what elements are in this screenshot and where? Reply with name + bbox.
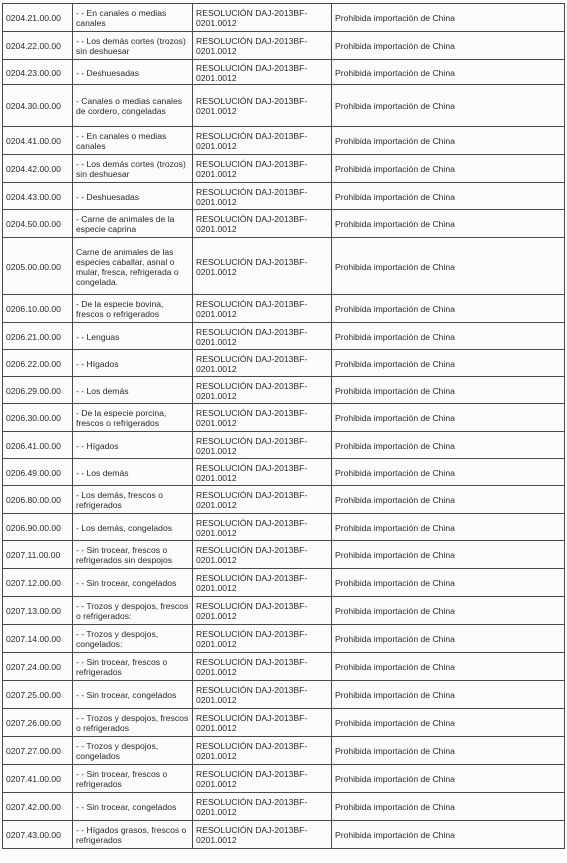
resolution-cell: RESOLUCIÓN DAJ-2013BF-0201.0012 <box>193 541 332 569</box>
resolution-cell: RESOLUCIÓN DAJ-2013BF-0201.0012 <box>193 377 332 404</box>
resolution-cell: RESOLUCIÓN DAJ-2013BF-0201.0012 <box>193 653 332 681</box>
resolution-cell: RESOLUCIÓN DAJ-2013BF-0201.0012 <box>193 85 332 127</box>
resolution-cell: RESOLUCIÓN DAJ-2013BF-0201.0012 <box>193 625 332 653</box>
table-row <box>3 514 565 541</box>
tariff-code-cell: 0206.49.00.00 <box>3 459 73 486</box>
resolution-cell: RESOLUCIÓN DAJ-2013BF-0201.0012 <box>193 323 332 350</box>
table-row <box>3 569 565 597</box>
resolution-cell: RESOLUCIÓN DAJ-2013BF-0201.0012 <box>193 793 332 821</box>
resolution-cell: RESOLUCIÓN DAJ-2013BF-0201.0012 <box>193 432 332 459</box>
table-row <box>3 486 565 514</box>
observation-cell: Prohibida importación de China <box>332 60 565 85</box>
table-row <box>3 60 565 85</box>
table-row <box>3 625 565 653</box>
resolution-cell: RESOLUCIÓN DAJ-2013BF-0201.0012 <box>193 514 332 541</box>
observation-cell: Prohibida importación de China <box>332 183 565 210</box>
observation-cell: Prohibida importación de China <box>332 765 565 793</box>
description-cell: - - Sin trocear, frescos o refrigerados sin despojos <box>73 541 193 569</box>
resolution-cell: RESOLUCIÓN DAJ-2013BF-0201.0012 <box>193 459 332 486</box>
table-row <box>3 681 565 709</box>
table-row <box>3 765 565 793</box>
description-cell: - Los demás, frescos o refrigerados <box>73 486 193 514</box>
description-cell: - - Hígados <box>73 432 193 459</box>
description-cell: - - Sin trocear, congelados <box>73 681 193 709</box>
table-row <box>3 709 565 737</box>
observation-cell: Prohibida importación de China <box>332 653 565 681</box>
tariff-code-cell: 0207.25.00.00 <box>3 681 73 709</box>
tariff-code-cell: 0207.11.00.00 <box>3 541 73 569</box>
table-row <box>3 238 565 295</box>
table-row <box>3 541 565 569</box>
description-cell: - Carne de animales de la especie caprina <box>73 210 193 238</box>
resolution-cell: RESOLUCIÓN DAJ-2013BF-0201.0012 <box>193 60 332 85</box>
resolution-cell: RESOLUCIÓN DAJ-2013BF-0201.0012 <box>193 765 332 793</box>
description-cell: - - Los demás <box>73 459 193 486</box>
description-cell: - - Trozos y despojos, frescos o refrigerados: <box>73 597 193 625</box>
table-row <box>3 404 565 432</box>
observation-cell: Prohibida importación de China <box>332 404 565 432</box>
description-cell: - - Los demás cortes (trozos) sin deshuesar <box>73 155 193 183</box>
observation-cell: Prohibida importación de China <box>332 681 565 709</box>
observation-cell: Prohibida importación de China <box>332 32 565 60</box>
table-row <box>3 737 565 765</box>
tariff-table <box>2 3 565 849</box>
tariff-code-cell: 0204.43.00.00 <box>3 183 73 210</box>
resolution-cell: RESOLUCIÓN DAJ-2013BF-0201.0012 <box>193 32 332 60</box>
description-cell: - - Deshuesadas <box>73 183 193 210</box>
table-row <box>3 210 565 238</box>
resolution-cell: RESOLUCIÓN DAJ-2013BF-0201.0012 <box>193 709 332 737</box>
description-cell: - - Sin trocear, frescos o refrigerados <box>73 653 193 681</box>
observation-cell: Prohibida importación de China <box>332 597 565 625</box>
observation-cell: Prohibida importación de China <box>332 459 565 486</box>
resolution-cell: RESOLUCIÓN DAJ-2013BF-0201.0012 <box>193 295 332 323</box>
description-cell: - - Trozos y despojos, congelados <box>73 737 193 765</box>
observation-cell: Prohibida importación de China <box>332 569 565 597</box>
description-cell: - - Trozos y despojos, frescos o refrigerados <box>73 709 193 737</box>
observation-cell: Prohibida importación de China <box>332 821 565 849</box>
description-cell: Carne de animales de las especies caballar, asnal o mular, fresca, refrigerada o congelada. <box>73 238 193 295</box>
observation-cell: Prohibida importación de China <box>332 350 565 377</box>
observation-cell: Prohibida importación de China <box>332 432 565 459</box>
observation-cell: Prohibida importación de China <box>332 238 565 295</box>
table-row <box>3 155 565 183</box>
description-cell: - - Sin trocear, frescos o refrigerados <box>73 765 193 793</box>
tariff-code-cell: 0207.27.00.00 <box>3 737 73 765</box>
observation-cell: Prohibida importación de China <box>332 155 565 183</box>
observation-cell: Prohibida importación de China <box>332 793 565 821</box>
table-row <box>3 32 565 60</box>
table-row <box>3 653 565 681</box>
description-cell: - - En canales o medias canales <box>73 4 193 32</box>
resolution-cell: RESOLUCIÓN DAJ-2013BF-0201.0012 <box>193 238 332 295</box>
resolution-cell: RESOLUCIÓN DAJ-2013BF-0201.0012 <box>193 597 332 625</box>
tariff-code-cell: 0206.41.00.00 <box>3 432 73 459</box>
observation-cell: Prohibida importación de China <box>332 486 565 514</box>
resolution-cell: RESOLUCIÓN DAJ-2013BF-0201.0012 <box>193 569 332 597</box>
table-row <box>3 4 565 32</box>
tariff-code-cell: 0204.22.00.00 <box>3 32 73 60</box>
tariff-code-cell: 0207.43.00.00 <box>3 821 73 849</box>
tariff-code-cell: 0206.80.00.00 <box>3 486 73 514</box>
tariff-code-cell: 0204.21.00.00 <box>3 4 73 32</box>
description-cell: - De la especie bovina, frescos o refrigerados <box>73 295 193 323</box>
observation-cell: Prohibida importación de China <box>332 4 565 32</box>
description-cell: - - Trozos y despojos, congelados: <box>73 625 193 653</box>
description-cell: - - Sin trocear, congelados <box>73 569 193 597</box>
tariff-code-cell: 0207.26.00.00 <box>3 709 73 737</box>
tariff-table-body <box>3 4 565 849</box>
description-cell: - - Los demás cortes (trozos) sin deshuesar <box>73 32 193 60</box>
tariff-code-cell: 0206.30.00.00 <box>3 404 73 432</box>
resolution-cell: RESOLUCIÓN DAJ-2013BF-0201.0012 <box>193 821 332 849</box>
table-row <box>3 432 565 459</box>
table-row <box>3 597 565 625</box>
tariff-code-cell: 0204.30.00.00 <box>3 85 73 127</box>
table-row <box>3 821 565 849</box>
tariff-code-cell: 0207.24.00.00 <box>3 653 73 681</box>
table-row <box>3 377 565 404</box>
description-cell: - - En canales o medias canales <box>73 127 193 155</box>
description-cell: - - Sin trocear, congelados <box>73 793 193 821</box>
description-cell: - - Deshuesadas <box>73 60 193 85</box>
observation-cell: Prohibida importación de China <box>332 85 565 127</box>
observation-cell: Prohibida importación de China <box>332 127 565 155</box>
description-cell: - Los demás, congelados <box>73 514 193 541</box>
resolution-cell: RESOLUCIÓN DAJ-2013BF-0201.0012 <box>193 486 332 514</box>
observation-cell: Prohibida importación de China <box>332 323 565 350</box>
tariff-code-cell: 0206.22.00.00 <box>3 350 73 377</box>
tariff-code-cell: 0207.41.00.00 <box>3 765 73 793</box>
resolution-cell: RESOLUCIÓN DAJ-2013BF-0201.0012 <box>193 737 332 765</box>
tariff-code-cell: 0207.13.00.00 <box>3 597 73 625</box>
tariff-code-cell: 0207.12.00.00 <box>3 569 73 597</box>
observation-cell: Prohibida importación de China <box>332 514 565 541</box>
observation-cell: Prohibida importación de China <box>332 377 565 404</box>
observation-cell: Prohibida importación de China <box>332 295 565 323</box>
tariff-code-cell: 0204.50.00.00 <box>3 210 73 238</box>
resolution-cell: RESOLUCIÓN DAJ-2013BF-0201.0012 <box>193 404 332 432</box>
tariff-code-cell: 0204.42.00.00 <box>3 155 73 183</box>
table-row <box>3 793 565 821</box>
resolution-cell: RESOLUCIÓN DAJ-2013BF-0201.0012 <box>193 183 332 210</box>
tariff-code-cell: 0204.23.00.00 <box>3 60 73 85</box>
description-cell: - - Lenguas <box>73 323 193 350</box>
tariff-code-cell: 0206.90.00.00 <box>3 514 73 541</box>
resolution-cell: RESOLUCIÓN DAJ-2013BF-0201.0012 <box>193 681 332 709</box>
resolution-cell: RESOLUCIÓN DAJ-2013BF-0201.0012 <box>193 155 332 183</box>
resolution-cell: RESOLUCIÓN DAJ-2013BF-0201.0012 <box>193 127 332 155</box>
tariff-code-cell: 0205.00.00.00 <box>3 238 73 295</box>
table-row <box>3 350 565 377</box>
resolution-cell: RESOLUCIÓN DAJ-2013BF-0201.0012 <box>193 210 332 238</box>
description-cell: - De la especie porcina, frescos o refrigerados <box>73 404 193 432</box>
observation-cell: Prohibida importación de China <box>332 541 565 569</box>
tariff-code-cell: 0207.42.00.00 <box>3 793 73 821</box>
table-row <box>3 459 565 486</box>
tariff-code-cell: 0207.14.00.00 <box>3 625 73 653</box>
description-cell: - - Hígados grasos, frescos o refrigerados <box>73 821 193 849</box>
observation-cell: Prohibida importación de China <box>332 737 565 765</box>
tariff-code-cell: 0206.29.00.00 <box>3 377 73 404</box>
table-row <box>3 323 565 350</box>
resolution-cell: RESOLUCIÓN DAJ-2013BF-0201.0012 <box>193 4 332 32</box>
table-row <box>3 85 565 127</box>
table-row <box>3 183 565 210</box>
tariff-code-cell: 0204.41.00.00 <box>3 127 73 155</box>
description-cell: - - Hígados <box>73 350 193 377</box>
description-cell: - Canales o medias canales de cordero, congeladas <box>73 85 193 127</box>
observation-cell: Prohibida importación de China <box>332 210 565 238</box>
tariff-code-cell: 0206.10.00.00 <box>3 295 73 323</box>
resolution-cell: RESOLUCIÓN DAJ-2013BF-0201.0012 <box>193 350 332 377</box>
table-row <box>3 127 565 155</box>
observation-cell: Prohibida importación de China <box>332 625 565 653</box>
table-row <box>3 295 565 323</box>
observation-cell: Prohibida importación de China <box>332 709 565 737</box>
description-cell: - - Los demás <box>73 377 193 404</box>
tariff-code-cell: 0206.21.00.00 <box>3 323 73 350</box>
